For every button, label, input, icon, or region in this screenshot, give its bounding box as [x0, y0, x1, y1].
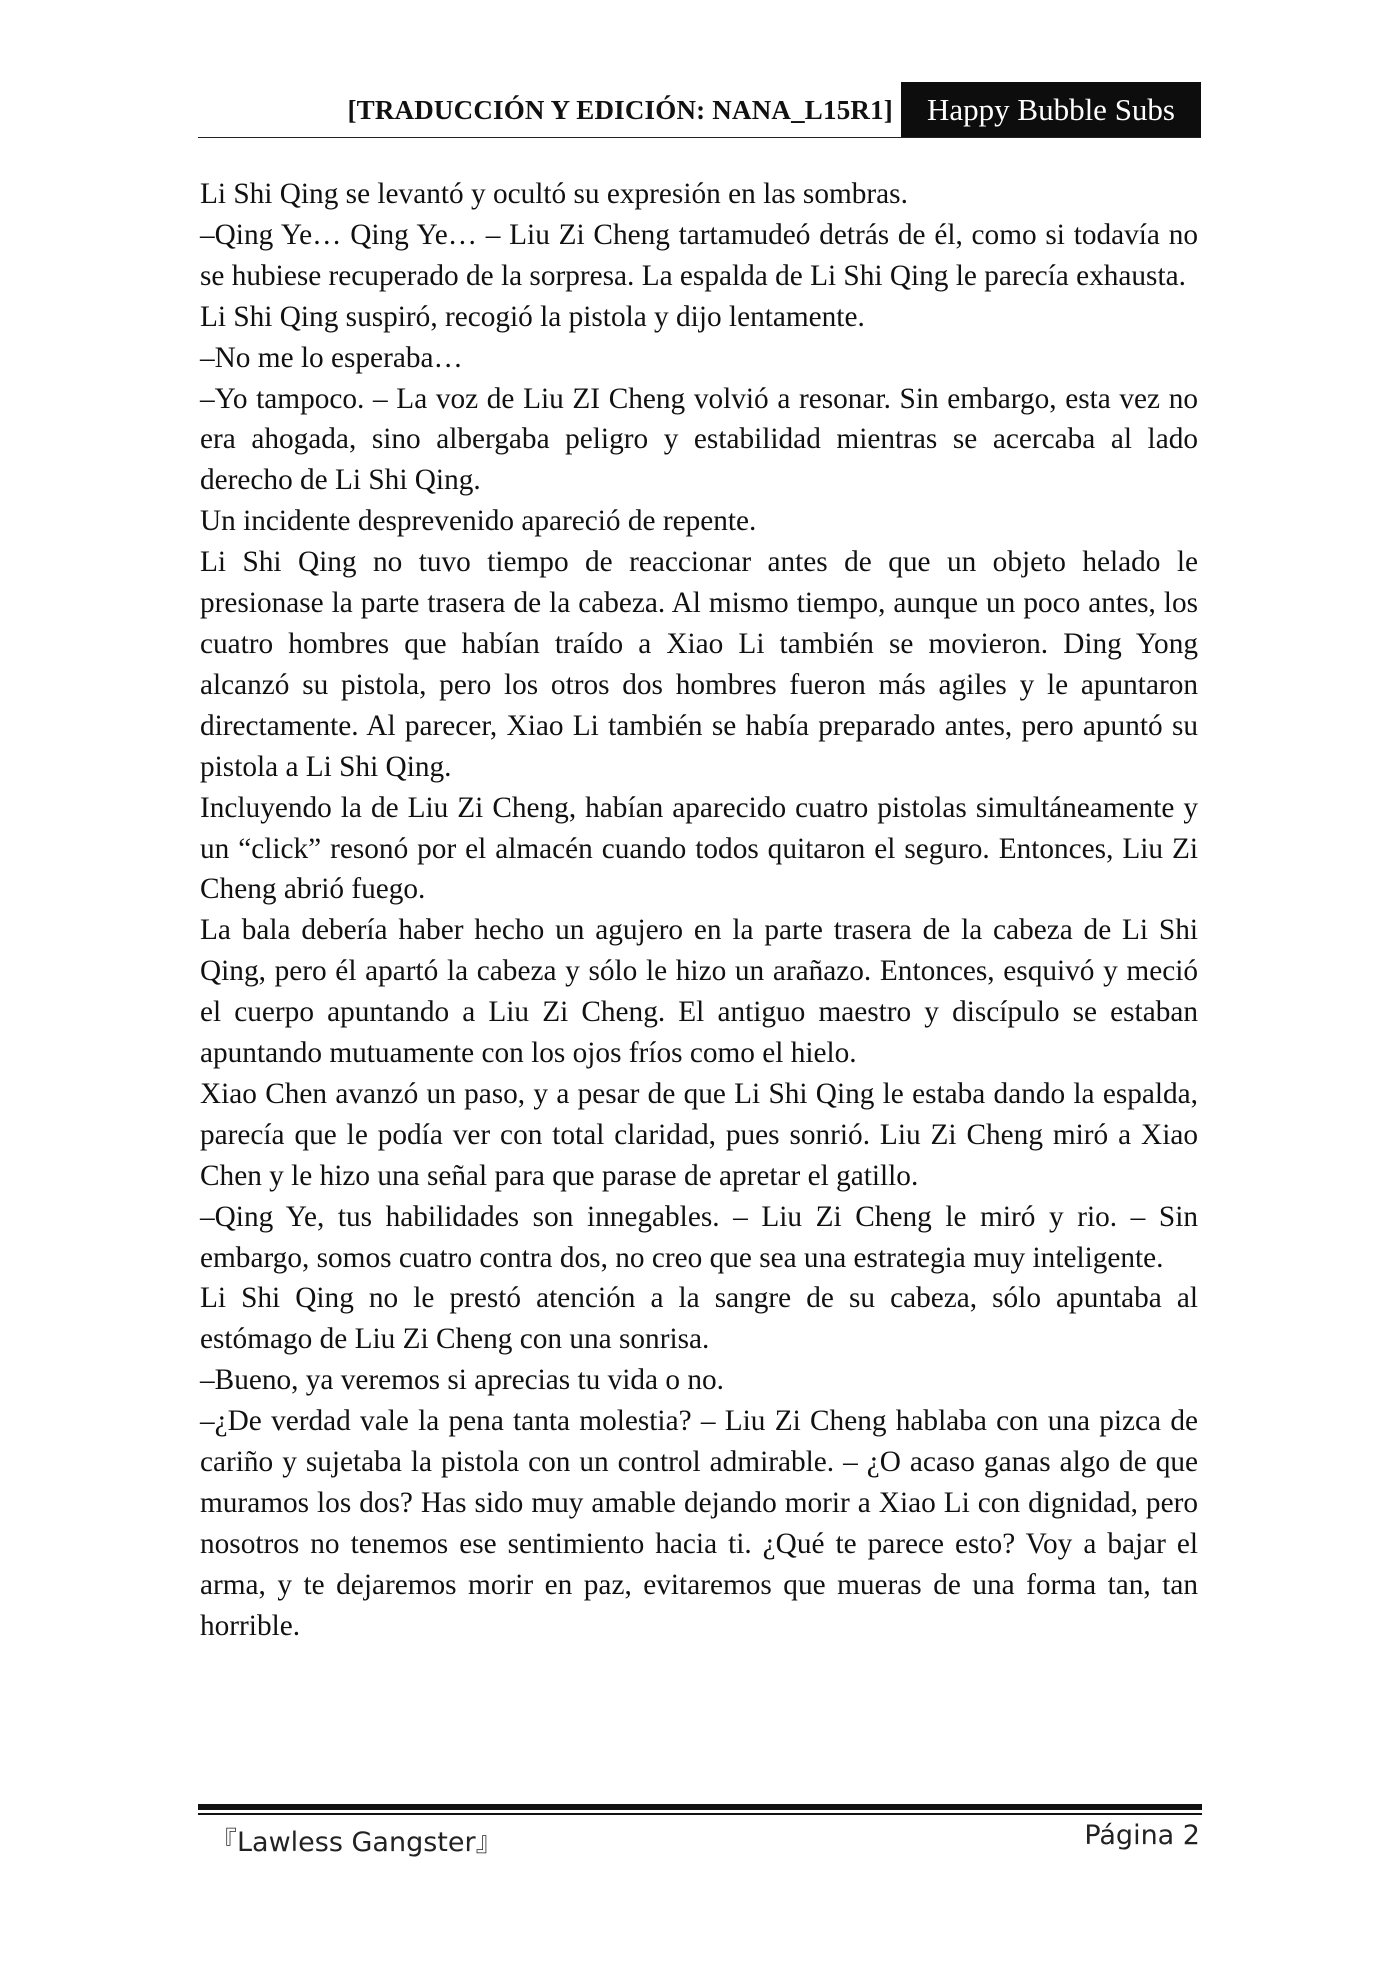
paragraph: Un incidente desprevenido apareció de repente. [200, 505, 757, 538]
footer-divider-thick [198, 1804, 1202, 1810]
paragraph: Incluyendo la de Liu Zi Cheng, habían aparecido cuatro pistolas simultáneamente y un “click” resonó por el almacén cuando todos quitaron el seguro. Entonces, Liu Zi Cheng abrió fuego. [200, 791, 1198, 906]
footer-divider-thin [198, 1813, 1202, 1815]
paragraph: Li Shi Qing no tuvo tiempo de reaccionar antes de que un objeto helado le presionase la parte trasera de la cabeza. Al mismo tiempo, aunque un poco antes, los cuatro hombres que habían traído a Xiao Li también se movieron. Ding Yong alcanzó su pistola, pero los otros dos hombres fueron más agiles y le apuntaron directamente. Al parecer, Xiao Li también se había preparado antes, pero apuntó su pistola a Li Shi Qing. [200, 546, 1198, 783]
book-title: 『Lawless Gangster』 [210, 1827, 503, 1858]
paragraph: –Qing Ye… Qing Ye… – Liu Zi Cheng tartamudeó detrás de él, como si todavía no se hubiese recuperado de la sorpresa. La espalda de Li Shi Qing le parecía exhausta. [200, 218, 1198, 292]
paragraph: Xiao Chen avanzó un paso, y a pesar de que Li Shi Qing le estaba dando la espalda, parecía que le podía ver con total claridad, pues sonrió. Liu Zi Cheng miró a Xiao Chen y le hizo una señal para que parase de apretar el gatillo. [200, 1077, 1198, 1192]
paragraph: Li Shi Qing suspiró, recogió la pistola y dijo lentamente. [200, 300, 865, 333]
body-text [200, 174, 1198, 1647]
paragraph: La bala debería haber hecho un agujero en la parte trasera de la cabeza de Li Shi Qing, pero él apartó la cabeza y sólo le hizo un arañazo. Entonces, esquivó y meció el cuerpo apuntando a Liu Zi Cheng. El antiguo maestro y discípulo se estaban apuntando mutuamente con los ojos fríos como el hielo. [200, 914, 1198, 1070]
page-header [198, 82, 1201, 138]
group-name-badge: Happy Bubble Subs [901, 82, 1201, 138]
paragraph: –¿De verdad vale la pena tanta molestia? – Liu Zi Cheng hablaba con una pizca de cariño y sujetaba la pistola con un control admirable. – ¿O acaso ganas algo de que muramos los dos? Has sido muy amable dejando morir a Xiao Li con dignidad, pero nosotros no tenemos ese sentimiento hacia ti. ¿Qué te parece esto? Voy a bajar el arma, y te dejaremos morir en paz, evitaremos que mueras de una forma tan, tan horrible. [200, 1405, 1198, 1642]
page-number: Página 2 [1084, 1820, 1200, 1851]
paragraph: –Qing Ye, tus habilidades son innegables. – Liu Zi Cheng le miró y rio. – Sin embargo, somos cuatro contra dos, no creo que sea una estrategia muy inteligente. [200, 1200, 1198, 1274]
translation-credit: [TRADUCCIÓN Y EDICIÓN: NANA_L15R1] [347, 95, 893, 125]
paragraph: Li Shi Qing se levantó y ocultó su expresión en las sombras. [200, 178, 908, 210]
paragraph: –No me lo esperaba… [200, 341, 463, 374]
paragraph: –Yo tampoco. – La voz de Liu ZI Cheng volvió a resonar. Sin embargo, esta vez no era ahogada, sino albergaba peligro y estabilidad mientras se acercaba al lado derecho de Li Shi Qing. [200, 382, 1198, 497]
paragraph: –Bueno, ya veremos si aprecias tu vida o no. [200, 1364, 724, 1397]
paragraph: Li Shi Qing no le prestó atención a la sangre de su cabeza, sólo apuntaba al estómago de Liu Zi Cheng con una sonrisa. [200, 1282, 1198, 1356]
header-divider [198, 137, 1201, 138]
